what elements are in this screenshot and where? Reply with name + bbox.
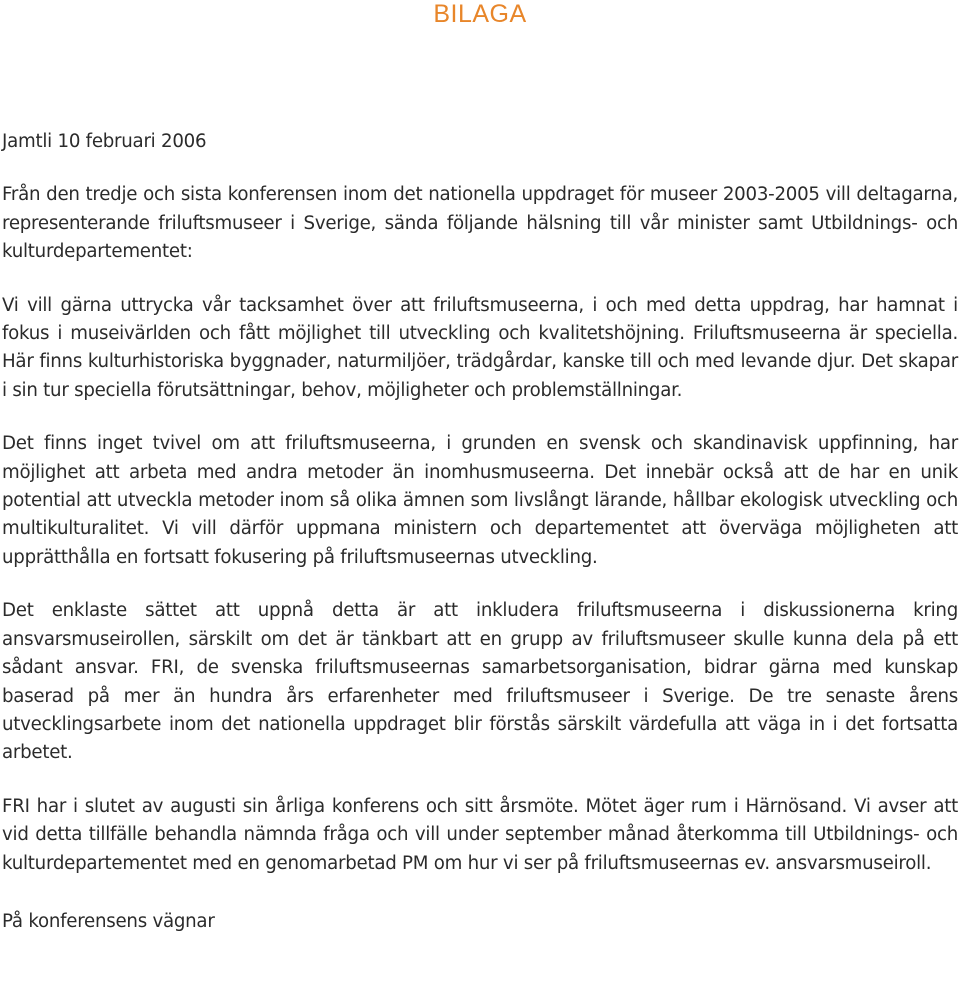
letter-body (2, 128, 958, 936)
paragraph-proposal: Det enklaste sättet att uppnå detta är att inkludera friluftsmuseerna i diskussionerna kring ansvarsmuseirollen, särskilt om det är tänkbart att en grupp av friluftsmuseer skulle kunna dela på ett sådant ansvar. FRI, de svenska friluftsmuseernas samarbetsorganisation, bidrar gärna med kunskap baserad på mer än hundra års erfarenheter med friluftsmuseer i Sverige. De tre senaste årens utvecklingsarbete inom det nationella uppdraget blir förstås särskilt värdefulla att väga in i det fortsatta arbetet. (2, 600, 958, 764)
page-heading: BILAGA (433, 0, 527, 28)
paragraph-greeting: Från den tredje och sista konferensen inom det nationella uppdraget för museer 2003-2005 vill deltagarna, representerande friluftsmuseer i Sverige, sända följande hälsning till vår minister samt Utbildnings- och kulturdepartementet: (2, 184, 958, 263)
paragraph-potential: Det finns inget tvivel om att friluftsmuseerna, i grunden en svensk och skandinavisk uppfinning, har möjlighet att arbeta med andra metoder än inomhusmuseerna. Det innebär också att de har en unik potential att utveckla metoder inom så olika ämnen som livslångt lärande, hållbar ekologisk utveckling och multikulturalitet. Vi vill därför uppmana ministern och departementet att överväga möjligheten att upprätthålla en fortsatt fokusering på friluftsmuseernas utveckling. (2, 433, 958, 568)
date-line: Jamtli 10 februari 2006 (2, 131, 207, 152)
closing-line: På konferensens vägnar (2, 910, 215, 932)
paragraph-gratitude: Vi vill gärna uttrycka vår tacksamhet över att friluftsmuseerna, i och med detta uppdrag, har hamnat i fokus i museivärlden och fått möjlighet till utveckling och kvalitetshöjning. Friluftsmuseerna är speciella. Här finns kulturhistoriska byggnader, naturmiljöer, trädgårdar, kanske till och med levande djur. Det skapar i sin tur speciella förutsättningar, behov, möjligheter och problemställningar. (2, 294, 958, 401)
paragraph-conference: FRI har i slutet av augusti sin årliga konferens och sitt årsmöte. Mötet äger rum i Härnösand. Vi avser att vid detta tillfälle behandla nämnda fråga och vill under september månad återkomma till Utbildnings- och kulturdepartementet med en genomarbetad PM om hur vi ser på friluftsmuseernas ev. ansvarsmuseiroll. (2, 795, 958, 874)
